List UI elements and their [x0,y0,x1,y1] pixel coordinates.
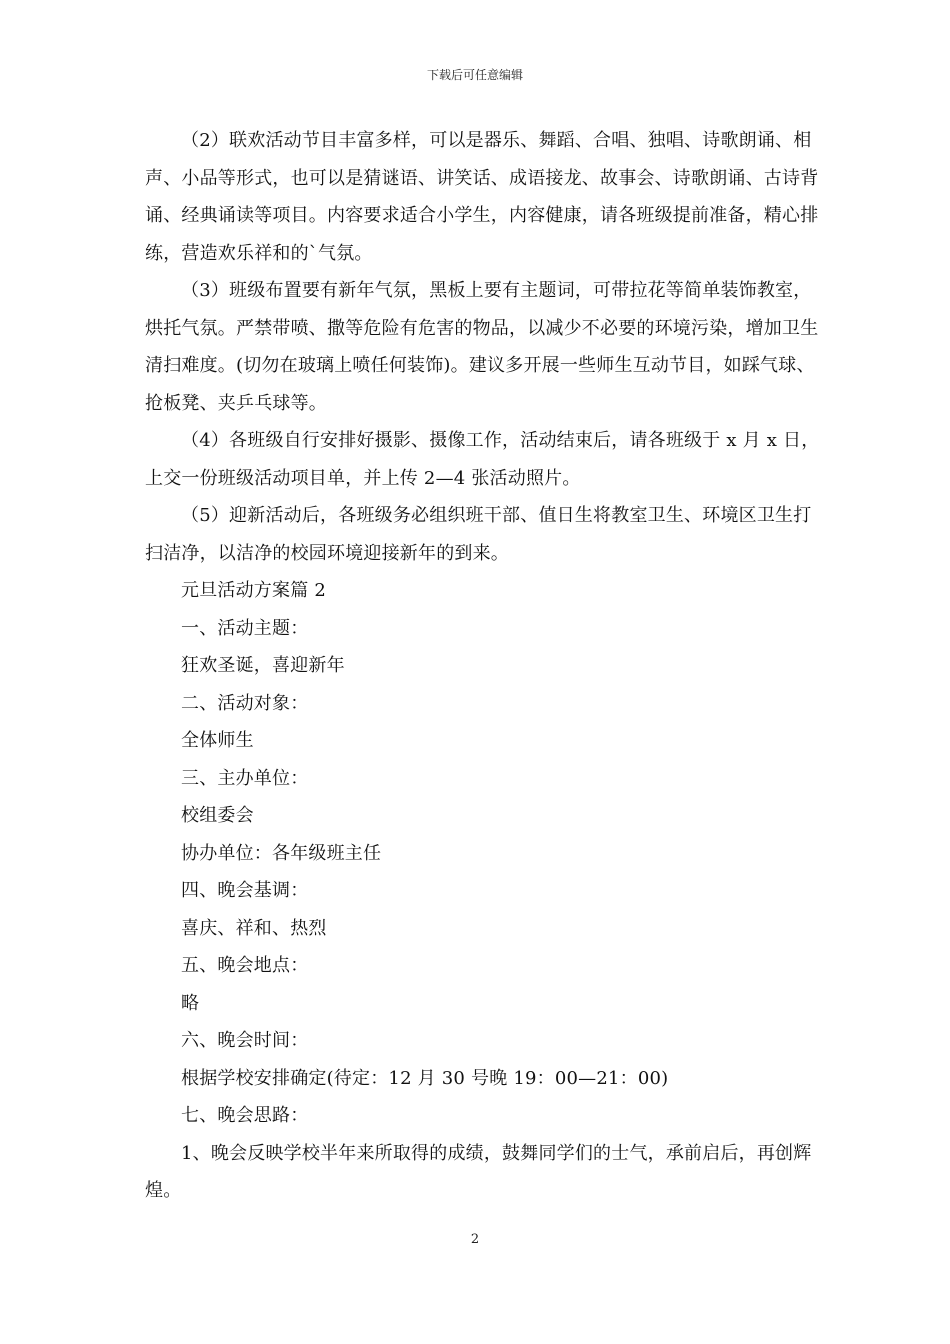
heading-time: 六、晚会时间： [181,1030,309,1051]
heading-venue: 五、晚会地点： [181,955,309,976]
page-header: 下载后可任意编辑 [426,68,523,82]
value-venue: 略 [181,992,200,1014]
section-title: 元旦活动方案篇 2 [181,580,326,601]
heading-theme: 一、活动主题： [181,617,309,639]
page-number: 2 [470,1232,480,1247]
value-organizer: 校组委会 [181,805,254,826]
value-tone: 喜庆、祥和、热烈 [181,917,327,939]
heading-audience: 二、活动对象： [181,692,309,714]
paragraph-item-3: （3）班级布置要有新年气氛，黑板上要有主题词，可带拉花等简单装饰教室，烘托气氛。严禁带喷、撒等危险有危害的物品，以减少不必要的环境污染，增加卫生清扫难度。(切勿在玻璃上喷任何装饰)。建议多开展一些师生互动节目，如踩气球、抢板凳、夹乒乓球等。 [145,280,819,414]
value-theme: 狂欢圣诞，喜迎新年 [181,655,345,676]
value-audience: 全体师生 [181,730,254,751]
paragraph-item-4: （4）各班级自行安排好摄影、摄像工作，活动结束后，请各班级于 x 月 x 日，上交一份班级活动项目单，并上传 2—4 张活动照片。 [145,430,820,489]
paragraph-item-5: （5）迎新活动后，各班级务必组织班干部、值日生将教室卫生、环境区卫生打扫洁净，以洁净的校园环境迎接新年的到来。 [145,505,812,564]
heading-tone: 四、晚会基调： [181,880,309,901]
document-body [145,122,825,1210]
heading-ideas: 七、晚会思路： [181,1105,309,1126]
value-time: 根据学校安排确定(待定：12 月 30 号晚 19：00—21：00) [181,1067,669,1089]
heading-organizer: 三、主办单位： [181,767,309,789]
paragraph-idea-1: 1、晚会反映学校半年来所取得的成绩，鼓舞同学们的士气，承前启后，再创辉煌。 [145,1142,812,1201]
value-co-organizer: 协办单位：各年级班主任 [181,842,382,864]
paragraph-item-2: （2）联欢活动节目丰富多样，可以是器乐、舞蹈、合唱、独唱、诗歌朗诵、相声、小品等形式，也可以是猜谜语、讲笑话、成语接龙、故事会、诗歌朗诵、古诗背诵、经典诵读等项目。内容要求适合小学生，内容健康，请各班级提前准备，精心排练，营造欢乐祥和的`气氛。 [145,130,819,264]
